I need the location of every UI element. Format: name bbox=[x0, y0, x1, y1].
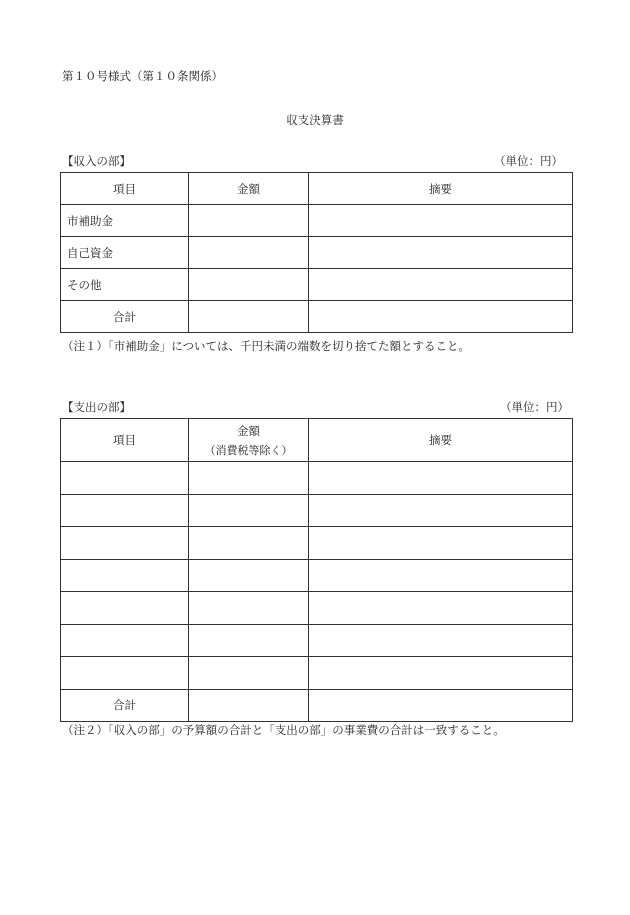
expense-item-cell[interactable] bbox=[61, 559, 189, 592]
expense-note-cell[interactable] bbox=[309, 657, 573, 690]
expense-amount-cell[interactable] bbox=[189, 657, 309, 690]
expense-amount-cell[interactable] bbox=[189, 592, 309, 625]
table-row bbox=[61, 205, 573, 237]
income-total-row bbox=[61, 301, 573, 333]
income-total-amount[interactable] bbox=[189, 301, 309, 333]
expense-total-amount[interactable] bbox=[189, 689, 309, 722]
income-note-cell[interactable] bbox=[309, 269, 573, 301]
expense-amount-cell[interactable] bbox=[189, 559, 309, 592]
table-row bbox=[61, 527, 573, 560]
document-title: 収支決算書 bbox=[286, 113, 344, 127]
income-note-cell[interactable] bbox=[309, 205, 573, 237]
income-header-item: 項目 bbox=[61, 173, 189, 205]
expense-item-cell[interactable] bbox=[61, 624, 189, 657]
table-row bbox=[61, 462, 573, 495]
income-table bbox=[60, 172, 573, 333]
expense-amount-cell[interactable] bbox=[189, 462, 309, 495]
expense-header-item: 項目 bbox=[61, 419, 189, 462]
income-unit-label: （単位：円） bbox=[494, 154, 563, 168]
income-amount-cell[interactable] bbox=[189, 237, 309, 269]
expense-note-cell[interactable] bbox=[309, 592, 573, 625]
form-number: 第１０号様式（第１０条関係） bbox=[62, 69, 223, 83]
expense-item-cell[interactable] bbox=[61, 494, 189, 527]
income-item-cell: 市補助金 bbox=[61, 205, 189, 237]
expense-amount-cell[interactable] bbox=[189, 527, 309, 560]
expense-header-amount-sub: （消費税等除く） bbox=[204, 443, 293, 457]
income-amount-cell[interactable] bbox=[189, 269, 309, 301]
income-footnote: （注１）「市補助金」については、千円未満の端数を切り捨てた額とすること。 bbox=[62, 339, 471, 353]
expense-item-cell[interactable] bbox=[61, 462, 189, 495]
table-row bbox=[61, 624, 573, 657]
expense-item-cell[interactable] bbox=[61, 592, 189, 625]
income-note-cell[interactable] bbox=[309, 237, 573, 269]
income-header-note: 摘要 bbox=[309, 173, 573, 205]
expense-item-cell[interactable] bbox=[61, 527, 189, 560]
expense-header-amount-label: 金額 bbox=[237, 423, 260, 438]
expense-header-note: 摘要 bbox=[309, 419, 573, 462]
table-row bbox=[61, 657, 573, 690]
expense-amount-cell[interactable] bbox=[189, 624, 309, 657]
expense-note-cell[interactable] bbox=[309, 559, 573, 592]
expense-header-amount bbox=[189, 419, 309, 462]
expense-note-cell[interactable] bbox=[309, 462, 573, 495]
expense-total-note[interactable] bbox=[309, 689, 573, 722]
income-header-amount: 金額 bbox=[189, 173, 309, 205]
income-item-cell: 自己資金 bbox=[61, 237, 189, 269]
table-row bbox=[61, 269, 573, 301]
expense-note-cell[interactable] bbox=[309, 624, 573, 657]
expense-header-row bbox=[61, 419, 573, 462]
income-total-note[interactable] bbox=[309, 301, 573, 333]
expense-note-cell[interactable] bbox=[309, 527, 573, 560]
table-row bbox=[61, 592, 573, 625]
expense-total-label: 合計 bbox=[61, 689, 189, 722]
income-amount-cell[interactable] bbox=[189, 205, 309, 237]
income-item-cell: その他 bbox=[61, 269, 189, 301]
expense-note-cell[interactable] bbox=[309, 494, 573, 527]
income-total-label: 合計 bbox=[61, 301, 189, 333]
income-header-row bbox=[61, 173, 573, 205]
expense-amount-cell[interactable] bbox=[189, 494, 309, 527]
income-section-label: 【収入の部】 bbox=[62, 154, 131, 168]
expense-section-label: 【支出の部】 bbox=[62, 400, 131, 414]
expense-item-cell[interactable] bbox=[61, 657, 189, 690]
table-row bbox=[61, 237, 573, 269]
expense-footnote: （注２）「収入の部」の予算額の合計と「支出の部」の事業費の合計は一致すること。 bbox=[62, 723, 505, 737]
table-row bbox=[61, 559, 573, 592]
expense-unit-label: （単位：円） bbox=[500, 400, 569, 414]
expense-table bbox=[60, 418, 573, 722]
expense-total-row bbox=[61, 689, 573, 722]
table-row bbox=[61, 494, 573, 527]
